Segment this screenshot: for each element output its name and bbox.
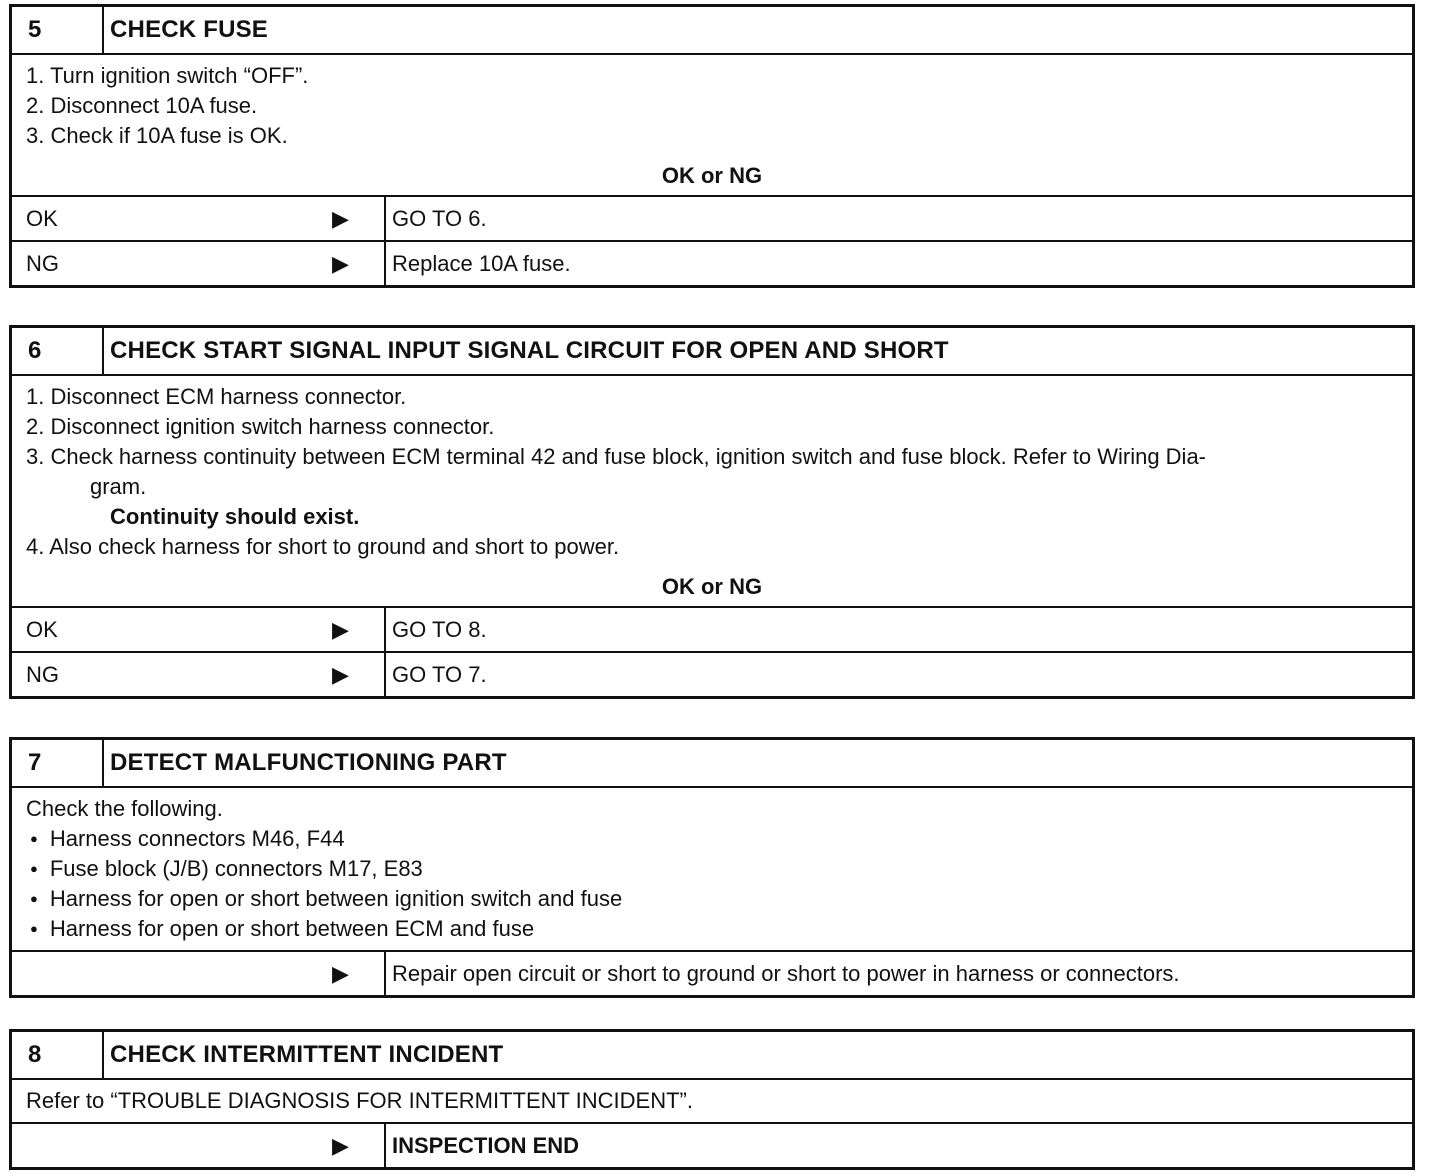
step-8-box (9, 1029, 1415, 1170)
step-header (12, 740, 1412, 788)
step-instructions (12, 788, 1412, 950)
step-7-box (9, 737, 1415, 998)
step-number: 5 (12, 7, 104, 53)
result-action: Repair open circuit or short to ground or short to power in harness or connectors. (384, 952, 1412, 995)
result-action: GO TO 7. (384, 653, 1412, 696)
instruction-line: 1. Disconnect ECM harness connector. (26, 384, 407, 409)
result-label: NG (26, 250, 59, 276)
result-label: NG (26, 661, 59, 687)
result-action: GO TO 8. (384, 608, 1412, 651)
step-instructions (12, 1080, 1412, 1122)
arrow-right-icon: ▶ (332, 205, 349, 231)
step-title: CHECK FUSE (110, 16, 269, 43)
result-row (12, 1122, 1412, 1167)
instruction-line: 3. Check harness continuity between ECM terminal 42 and fuse block, ignition switch and fuse block. Refer to Wiring Dia- (26, 444, 1207, 469)
result-action: Replace 10A fuse. (384, 242, 1412, 285)
result-label: OK (26, 205, 58, 231)
arrow-right-icon: ▶ (332, 616, 349, 642)
arrow-right-icon: ▶ (332, 960, 349, 986)
instruction-line-continued: gram. (90, 474, 147, 499)
bullet-item: ● Fuse block (J/B) connectors M17, E83 (26, 854, 1412, 884)
result-row (12, 950, 1412, 995)
step-title: CHECK START SIGNAL INPUT SIGNAL CIRCUIT FOR OPEN AND SHORT (110, 337, 949, 364)
step-header (12, 328, 1412, 376)
instruction-line: 3. Check if 10A fuse is OK. (26, 123, 288, 148)
arrow-right-icon: ▶ (332, 1132, 349, 1158)
bullet-item: ● Harness connectors M46, F44 (26, 824, 1412, 854)
instruction-line: 2. Disconnect ignition switch harness connector. (26, 414, 495, 439)
result-action: GO TO 6. (384, 197, 1412, 240)
step-number: 7 (12, 740, 104, 786)
instruction-line: 4. Also check harness for short to ground and short to power. (26, 534, 620, 559)
step-number: 6 (12, 328, 104, 374)
result-row-ng (12, 651, 1412, 696)
instruction-note: Continuity should exist. (110, 504, 360, 529)
step-6-box (9, 325, 1415, 699)
step-number: 8 (12, 1032, 104, 1078)
step-instructions (12, 376, 1412, 562)
arrow-right-icon: ▶ (332, 250, 349, 276)
ok-or-ng-label: OK or NG (661, 163, 763, 188)
bullet-item: ● Harness for open or short between ECM and fuse (26, 914, 1412, 944)
step-5-box (9, 4, 1415, 288)
step-title: DETECT MALFUNCTIONING PART (110, 749, 507, 776)
step-title: CHECK INTERMITTENT INCIDENT (110, 1041, 504, 1068)
instruction-line: 2. Disconnect 10A fuse. (26, 93, 258, 118)
arrow-right-icon: ▶ (332, 661, 349, 687)
result-row-ok (12, 195, 1412, 240)
result-row-ok (12, 606, 1412, 651)
step-header (12, 7, 1412, 55)
instruction-line: Refer to “TROUBLE DIAGNOSIS FOR INTERMITTENT INCIDENT”. (26, 1088, 693, 1113)
instruction-line: 1. Turn ignition switch “OFF”. (26, 63, 309, 88)
ok-or-ng-label: OK or NG (661, 574, 763, 599)
step-instructions (12, 55, 1412, 151)
result-action: INSPECTION END (384, 1124, 1412, 1167)
instruction-intro: Check the following. (26, 796, 223, 821)
result-label: OK (26, 616, 58, 642)
result-row-ng (12, 240, 1412, 285)
step-header (12, 1032, 1412, 1080)
bullet-item: ● Harness for open or short between ignition switch and fuse (26, 884, 1412, 914)
